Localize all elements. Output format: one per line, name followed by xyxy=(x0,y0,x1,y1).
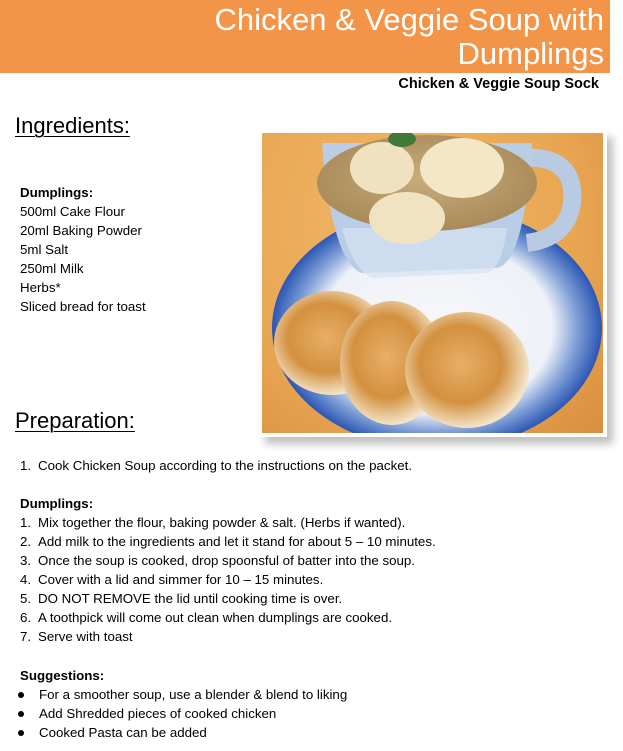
ingredients-heading: Ingredients: xyxy=(15,113,130,138)
soup-photo-frame xyxy=(259,130,607,437)
ingredient-item: 20ml Baking Powder xyxy=(20,223,142,238)
preparation-heading: Preparation: xyxy=(15,408,135,433)
step-text: Mix together the flour, baking powder & salt. (Herbs if wanted). xyxy=(38,515,406,530)
ingredient-item: Sliced bread for toast xyxy=(20,299,146,314)
ingredient-item: 250ml Milk xyxy=(20,261,84,276)
step-number: 1. xyxy=(20,515,32,530)
recipe-subtitle: Chicken & Veggie Soup Sock xyxy=(398,76,599,92)
list-item xyxy=(20,551,436,570)
title-line-2: Dumplings xyxy=(457,36,604,71)
step-number: 1. xyxy=(20,458,32,473)
title-banner xyxy=(0,0,610,73)
preparation-step-1 xyxy=(20,456,412,475)
list-item xyxy=(20,456,412,475)
step-text: Cook Chicken Soup according to the instructions on the packet. xyxy=(38,458,413,473)
step-text: Once the soup is cooked, drop spoonsful of batter into the soup. xyxy=(38,553,415,568)
list-item: Cooked Pasta can be added xyxy=(20,723,347,742)
dumplings-heading: Dumplings: xyxy=(20,496,94,511)
list-item: Add Shredded pieces of cooked chicken xyxy=(20,704,347,723)
step-text: Serve with toast xyxy=(38,629,133,644)
ingredient-item: 500ml Cake Flour xyxy=(20,204,125,219)
ingredient-item: Herbs* xyxy=(20,280,61,295)
step-text: DO NOT REMOVE the lid until cooking time is over. xyxy=(38,591,343,606)
list-item xyxy=(20,570,436,589)
recipe-title xyxy=(4,3,604,71)
step-number: 3. xyxy=(20,553,32,568)
step-text: A toothpick will come out clean when dumplings are cooked. xyxy=(38,610,393,625)
soup-photo xyxy=(262,133,603,433)
list-item xyxy=(20,513,436,532)
step-number: 7. xyxy=(20,629,32,644)
step-number: 2. xyxy=(20,534,32,549)
suggestions-section xyxy=(20,666,347,742)
ingredient-item: 5ml Salt xyxy=(20,242,69,257)
list-item xyxy=(20,532,436,551)
dumplings-instructions xyxy=(20,494,436,646)
list-item xyxy=(20,608,436,627)
step-text: Add milk to the ingredients and let it stand for about 5 – 10 minutes. xyxy=(38,534,436,549)
list-item xyxy=(20,589,436,608)
title-line-1: Chicken & Veggie Soup with xyxy=(214,2,604,37)
list-item xyxy=(20,627,436,646)
list-item: For a smoother soup, use a blender & blend to liking xyxy=(20,685,347,704)
soup-image-illustration xyxy=(262,133,603,433)
ingredients-list xyxy=(20,183,146,316)
suggestions-heading: Suggestions: xyxy=(20,668,105,683)
step-text: Cover with a lid and simmer for 10 – 15 minutes. xyxy=(38,572,324,587)
step-number: 5. xyxy=(20,591,32,606)
step-number: 4. xyxy=(20,572,32,587)
step-number: 6. xyxy=(20,610,32,625)
ingredients-subheading: Dumplings: xyxy=(20,185,94,200)
